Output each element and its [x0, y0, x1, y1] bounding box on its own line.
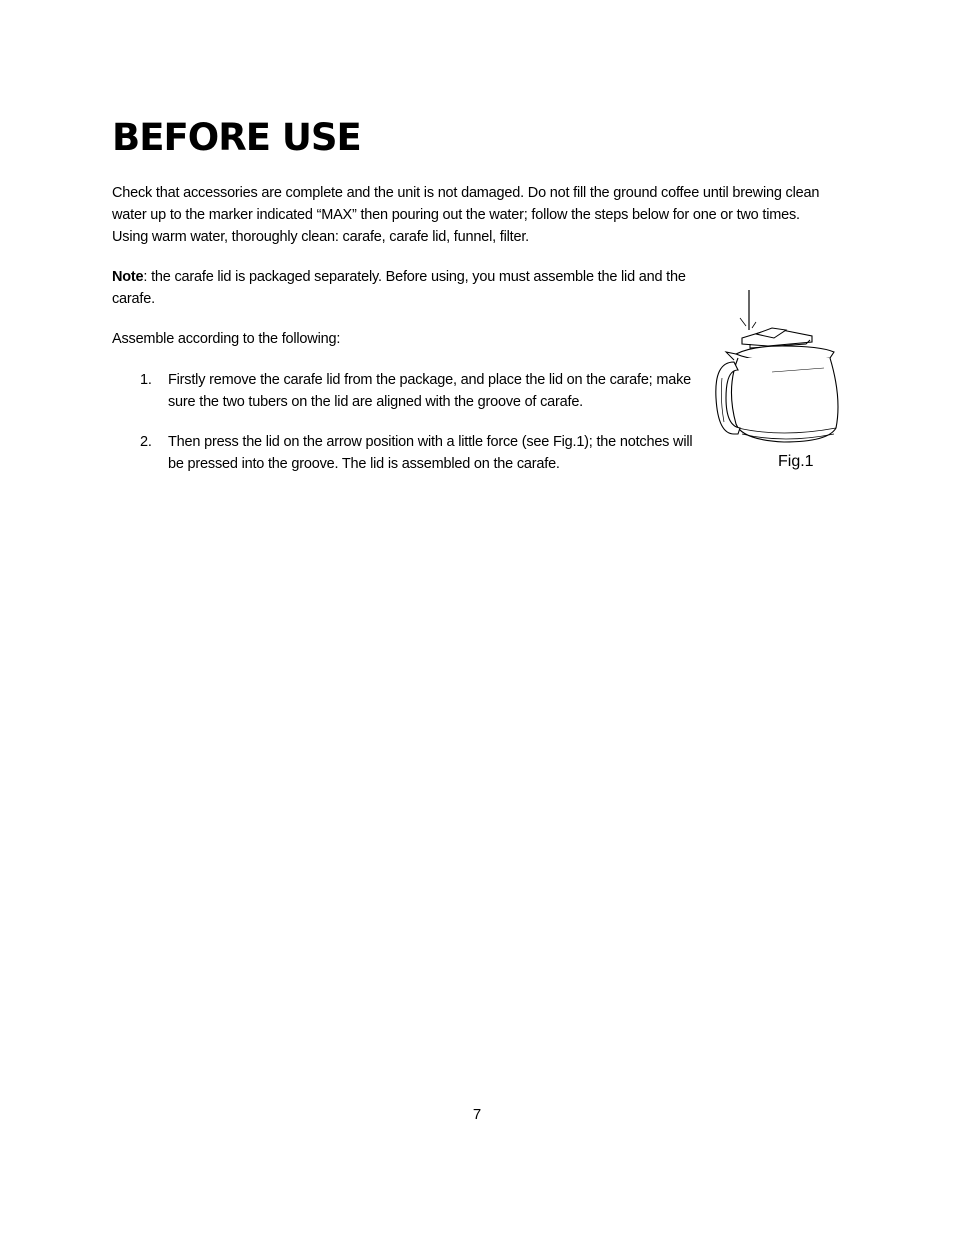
carafe-body [731, 358, 838, 442]
list-item-step-2 [140, 431, 700, 475]
page-number: 7 [472, 1106, 482, 1123]
intro-paragraph: Check that accessories are complete and the unit is not damaged. Do not fill the ground coffee until brewing clean water up to the marker indicated “MAX” then pouring out the water; follow the steps below for one or two times. Using warm water, thoroughly clean: carafe, carafe lid, funnel, filter. [112, 185, 820, 245]
arrow-tick-left [740, 318, 746, 326]
assemble-intro: Assemble according to the following: [112, 331, 341, 347]
figure-caption: Fig.1 [778, 453, 814, 470]
note-label: Note [112, 269, 144, 285]
step-number: 1. [140, 372, 152, 388]
step-text: Then press the lid on the arrow position with a little force (see Fig.1); the notches will be pressed into the groove. The lid is assembled on the carafe. [168, 434, 693, 472]
step-text: Firstly remove the carafe lid from the package, and place the lid on the carafe; make sure the two tubers on the lid are aligned with the groove of carafe. [168, 372, 691, 410]
note-paragraph [112, 266, 697, 310]
arrow-tick-right [752, 322, 756, 328]
step-number: 2. [140, 434, 152, 450]
carafe-spout [726, 352, 736, 360]
note-text: : the carafe lid is packaged separately. Before using, you must assemble the lid and the carafe. [112, 269, 686, 307]
list-item-step-1 [140, 369, 700, 413]
page-title: BEFORE USE [112, 116, 361, 159]
carafe-illustration-icon [712, 288, 844, 448]
